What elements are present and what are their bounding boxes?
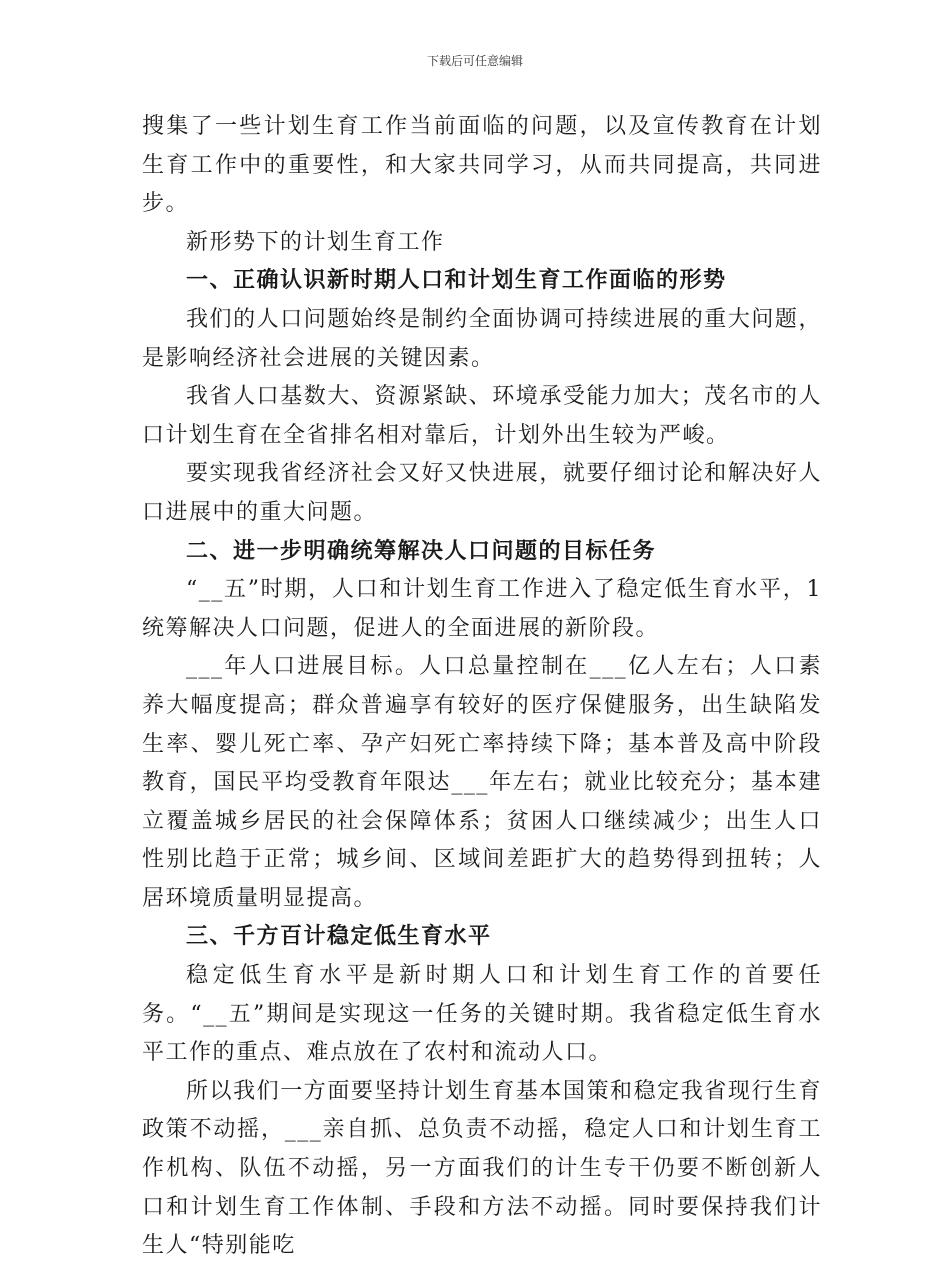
paragraph: 要实现我省经济社会又好又快进展，就要仔细讨论和解决好人口进展中的重大问题。 xyxy=(142,461,822,525)
paragraph-title: 新形势下的计划生育工作 xyxy=(186,229,445,255)
paragraph: 我们的人口问题始终是制约全面协调可持续进展的重大问题，是影响经济社会进展的关键因素。 xyxy=(142,306,822,371)
section-heading-2: 二、进一步明确统筹解决人口问题的目标任务 xyxy=(186,538,657,564)
paragraph: 稳定低生育水平是新时期人口和计划生育工作的首要任务。“__五”期间是实现这一任务的关键时期。我省稳定低生育水平工作的重点、难点放在了农村和流动人口。 xyxy=(142,963,822,1066)
section-heading-1: 一、正确认识新时期人口和计划生育工作面临的形势 xyxy=(186,268,727,294)
paragraph: 所以我们一方面要坚持计划生育基本国策和稳定我省现行生育政策不动摇，___亲自抓、总负责不动摇，稳定人口和计划生育工作机构、队伍不动摇，另一方面我们的计生专干仍要不断创新人口和计划生育工作体制、手段和方法不动摇。同时要保持我们计生人“特别能吃 xyxy=(142,1078,822,1259)
paragraph: “__五”时期，人口和计划生育工作进入了稳定低生育水平，1统筹解决人口问题，促进人的全面进展的新阶段。 xyxy=(142,577,822,641)
paragraph: 我省人口基数大、资源紧缺、环境承受能力加大；茂名市的人口计划生育在全省排名相对靠后，计划外出生较为严峻。 xyxy=(142,384,822,448)
paragraph-intro: 搜集了一些计划生育工作当前面临的问题，以及宣传教育在计划生育工作中的重要性，和大家共同学习，从而共同提高，共同进步。 xyxy=(142,114,822,217)
document-body xyxy=(142,108,822,1266)
section-heading-3: 三、千方百计稳定低生育水平 xyxy=(186,924,492,950)
page-header: 下载后可任意编辑 xyxy=(426,54,523,68)
paragraph: ___年人口进展目标。人口总量控制在___亿人左右；人口素养大幅度提高；群众普遍享有较好的医疗保健服务，出生缺陷发生率、婴儿死亡率、孕产妇死亡率持续下降；基本普及高中阶段教育，国民平均受教育年限达___年左右；就业比较充分；基本建立覆盖城乡居民的社会保障体系；贫困人口继续减少；出生人口性别比趋于正常；城乡间、区域间差距扩大的趋势得到扭转；人居环境质量明显提高。 xyxy=(142,654,822,911)
